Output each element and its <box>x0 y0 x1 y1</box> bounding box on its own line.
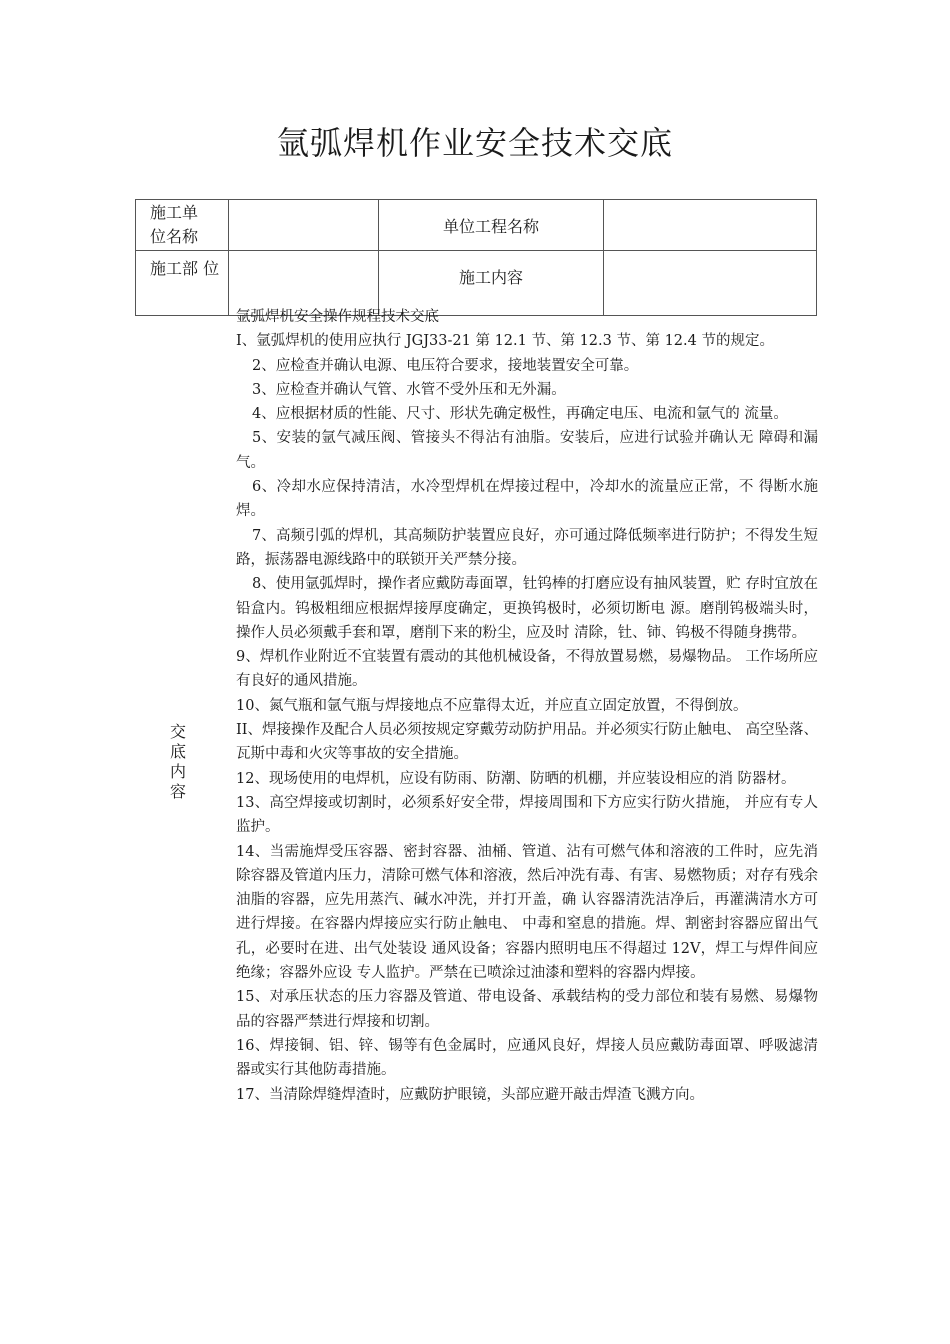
paragraph: 5、安装的氩气减压阀、管接头不得沾有油脂。安装后，应进行试验并确认无 障碍和漏气。 <box>236 430 818 471</box>
table-row <box>136 200 817 251</box>
paragraph: 7、高频引弧的焊机，其高频防护装置应良好，亦可通过降低频率进行防护；不得发生短路，振荡器电源线路中的联锁开关严禁分接。 <box>236 527 818 568</box>
paragraph: 15、对承压状态的压力容器及管道、带电设备、承载结构的受力部位和装有易燃、易爆物品的容器严禁进行焊接和切割。 <box>236 989 818 1030</box>
unit-label-cell <box>136 200 229 251</box>
paragraph: 12、现场使用的电焊机，应设有防雨、防潮、防晒的机棚，并应装设相应的消 防器材。 <box>236 770 796 787</box>
unit-value-cell <box>229 200 379 251</box>
paragraph: 17、当清除焊缝焊渣时，应戴防护眼镜，头部应避开敲击焊渣飞溅方向。 <box>236 1086 704 1103</box>
project-label-cell: 单位工程名称 <box>379 200 603 251</box>
project-value-cell <box>603 200 816 251</box>
info-table <box>135 199 817 316</box>
disclosure-content-label <box>168 722 188 802</box>
paragraph: 10、氮气瓶和氩气瓶与焊接地点不应靠得太近，并应直立固定放置，不得倒放。 <box>236 697 748 714</box>
paragraph: 4、应根据材质的性能、尺寸、形状先确定极性，再确定电压、电流和氩气的 流量。 <box>252 406 788 423</box>
paragraph: 9、焊机作业附近不宜装置有震动的其他机械设备，不得放置易燃，易爆物品。 工作场所应有良好的通风措施。 <box>236 649 818 690</box>
paragraph: 14、当需施焊受压容器、密封容器、油桶、管道、沾有可燃气体和溶液的工件时，应先消除容器及管道内压力，清除可燃气体和溶液，然后冲洗有毒、有害、易燃物质；对存有残余油脂的容器，应先用蒸汽、碱水冲洗，并打开盖，确 认容器清洗洁净后，再灌满清水方可进行焊接。在容器内焊接应实行防止触电、 中毒和窒息的措施。焊、割密封容器应留出气孔，必要时在进、出气处装设 通风设备；容器内照明电压不得超过 12V，焊工与焊件间应绝缘；容器外应设 专人监护。严禁在已喷涂过油漆和塑料的容器内焊接。 <box>236 843 818 982</box>
side-label-char: 交 <box>169 722 186 741</box>
part-label-cell: 施工部 位 <box>136 251 229 316</box>
paragraph: 16、焊接铜、铝、锌、锡等有色金属时，应通风良好，焊接人员应戴防毒面罩、呼吸滤清器或实行其他防毒措施。 <box>236 1037 818 1079</box>
disclosure-body <box>236 305 818 1107</box>
unit-label-line1: 施工单 <box>150 203 199 222</box>
paragraph: 3、应检查并确认气管、水管不受外压和无外漏。 <box>252 381 566 398</box>
paragraph: 氩弧焊机安全操作规程技术交底 <box>236 309 439 325</box>
side-label-char: 内 <box>169 762 186 781</box>
content-label-cell: 施工内容 <box>379 251 603 316</box>
side-label-char: 容 <box>169 782 186 801</box>
side-label-char: 底 <box>169 742 186 761</box>
paragraph: 2、应检查并确认电源、电压符合要求，接地装置安全可靠。 <box>252 357 639 374</box>
paragraph: I、氩弧焊机的使用应执行 JGJ33-21 第 12.1 节、第 12.3 节、第 12.4 节的规定。 <box>236 333 774 350</box>
paragraph: 13、高空焊接或切割时，必须系好安全带，焊接周围和下方应实行防火措施， 并应有专人监护。 <box>236 794 818 836</box>
paragraph: II、焊接操作及配合人员必须按规定穿戴劳动防护用品。并必须实行防止触电、 高空坠落、瓦斯中毒和火灾等事故的安全措施。 <box>236 722 818 763</box>
paragraph: 6、冷却水应保持清洁，水冷型焊机在焊接过程中，冷却水的流量应正常，不 得断水施焊。 <box>236 479 818 520</box>
unit-label-line2: 位名称 <box>150 227 199 246</box>
paragraph: 8、使用氩弧焊时，操作者应戴防毒面罩，钍钨棒的打磨应设有抽风装置，贮 存时宜放在铅盒内。钨极粗细应根据焊接厚度确定，更换钨极时，必须切断电 源。磨削钨极端头时，操作人员必须戴手套和罩，磨削下来的粉尘，应及时 清除，钍、铈、钨极不得随身携带。 <box>236 576 818 641</box>
page-title: 氩弧焊机作业安全技术交底 <box>276 124 673 162</box>
